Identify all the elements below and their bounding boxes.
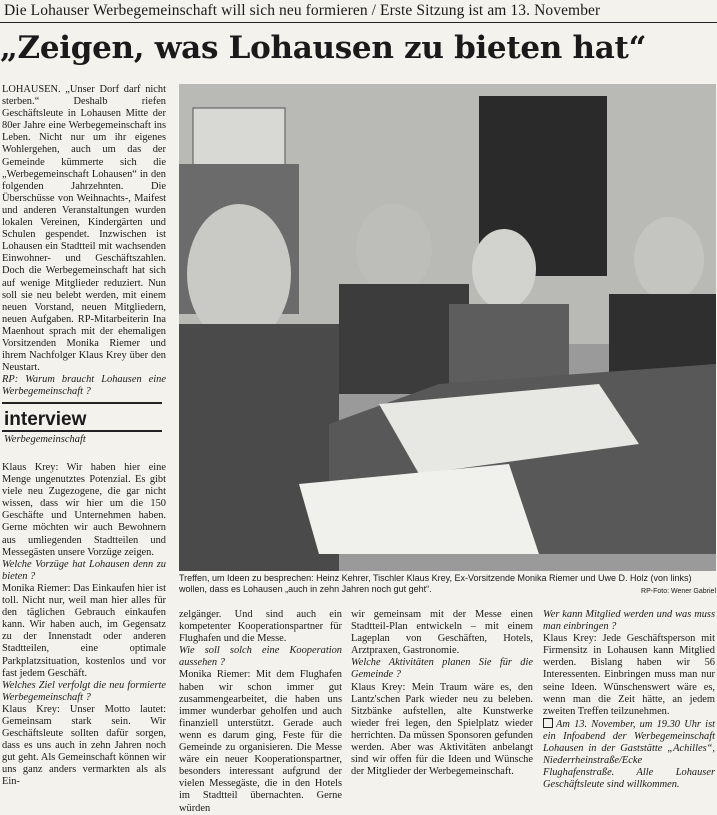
kicker-line: Die Lohauser Werbegemeinschaft will sich neu formieren / Erste Sitzung ist am 13. November: [4, 2, 601, 19]
body-column-4: [543, 609, 715, 791]
qa-answer: Klaus Krey: Jede Geschäftsperson mit Firmensitz in Lohausen kann Mitglied werden. Bislang haben wir 56 Interessenten. Einbringen muss man nur seine Ideen. Wünschenswert wäre es, wenn man die Zeit hätte, an jedem zweiten Treffen teilzunehmen.: [543, 633, 715, 717]
interview-rule-top: [2, 402, 162, 404]
qa-question: Wer kann Mitglied werden und was muss man einbringen ?: [543, 609, 715, 633]
qa-question: Welche Aktivitäten planen Sie für die Gemeinde ?: [351, 657, 533, 681]
top-rule: [0, 22, 717, 23]
photo-illustration: [179, 84, 716, 571]
interview-rule-bottom: [2, 430, 162, 432]
interview-label: interview: [4, 409, 87, 430]
intro-text: LOHAUSEN. „Unser Dorf darf nicht sterben.“ Deshalb riefen Geschäftsleute in Lohausen Mitte der 80er Jahre eine Werbegemeinschaft ins Leben. Nicht nur um ihr eigenes Wohlergehen, auch um das der Gemeinde kümmerte sich die „Werbegemeinschaft Lohausen“ in den folgenden Jahrzehnten. Die Überschüsse von Weihnachts-, Maifest und anderen Veranstaltungen wurden lokalen Vereinen, Kindergärten und Schulen gespendet. Inzwischen ist Lohausen ein Stadtteil mit wachsenden Einwohner- und Geschäftszahlen. Doch die Werbegemeinschaft hat sich auf wenige Mitglieder reduziert. Nun soll sie neu belebt werden, mit einem neuen Vorstand, neuen Mitgliedern, neuen Aufgaben. RP-Mitarbeiterin Ina Maenhout sprach mit der ehemaligen Vorsitzenden Monika Riemer und ihrem Nachfolger Klaus Krey über den Neustart.: [2, 84, 166, 374]
qa-answer: Klaus Krey: Unser Motto lautet: Gemeinsam stark sein. Wir Geschäftsleute sollten dafür sorgen, dass es uns auch in zehn Jahren noch gut geht. Als Gemeinschaft können wir uns ganz anders vermarkten als als Ein-: [2, 703, 166, 788]
caption-text: Treffen, um Ideen zu besprechen: Heinz Kehrer, Tischler Klaus Krey, Ex-Vorsitzende Monika Riemer und Uwe D. Holz (von links) wollen, dass es Lohausen „auch in zehn Jahren noch gut geht“.: [179, 573, 692, 594]
body-column-1: [2, 462, 166, 789]
qa-answer: zelgänger. Und sind auch ein kompetenter Kooperationspartner für Flughafen und die Messe.: [179, 609, 342, 645]
qa-answer: Klaus Krey: Mein Traum wäre es, den Lantz'schen Park wieder neu zu beleben. Sitzbänke aufstellen, alte Kunstwerke wieder frei legen, den Spielplatz wieder herrichten. Da müssen Sponsoren gefunden werden. Aber was Aktivitäten anbelangt sind wir offen für die Ideen und Wünsche der Mitglieder der Werbegemeinschaft.: [351, 681, 533, 778]
info-box: [543, 718, 715, 792]
qa-question: Welche Vorzüge hat Lohausen denn zu bieten ?: [2, 558, 166, 582]
intro-column: [2, 84, 166, 398]
headline: „Zeigen, was Lohausen zu bieten hat“: [0, 30, 647, 66]
qa-question: Wie soll solch eine Kooperation aussehen ?: [179, 645, 342, 669]
qa-question: Welches Ziel verfolgt die neu formierte Werbegemeinschaft ?: [2, 679, 166, 703]
checkbox-square-icon: [543, 718, 553, 728]
intro-question: RP: Warum braucht Lohausen eine Werbegemeinschaft ?: [2, 374, 166, 398]
info-box-text: Am 13. November, um 19.30 Uhr ist ein Infoabend der Werbegemeinschaft Lohausen in der Gaststätte „Achilles“, Niederrheinstraße/Ecke Flughafenstraße. Alle Lohauser Geschäftsleute sind willkommen.: [543, 718, 715, 791]
interview-subtitle: Werbegemeinschaft: [4, 434, 86, 445]
qa-answer: Klaus Krey: Wir haben hier eine Menge ungenutztes Potenzial. Es gibt viele neu Zugezogene, die gar nicht wissen, dass wir hier um die 150 Geschäfte und Unternehmen haben. Gerne möchten wir auch Bewohnern aus umliegenden Stadtteilen und Messegästen unsere Vorzüge zeigen.: [2, 462, 166, 558]
photo-caption: [179, 573, 716, 595]
qa-answer: Monika Riemer: Mit dem Flughafen haben wir schon immer gut zusammengearbeitet, die haben uns immer wunderbar geholfen und auch finanziell unterstützt. Gerade auch wenn es darum ging, Feste für die Gemeinde zu organisieren. Die Messe wäre ein neuer Kooperationspartner, besonders interessant aufgrund der vielen Messegäste, die in den Hotels im Stadtteil übernachten. Gerne würden: [179, 669, 342, 814]
body-column-2: [179, 609, 342, 815]
qa-answer: Monika Riemer: Das Einkaufen hier ist toll. Nicht nur, weil man hier alles für den täglichen Gebrauch einkaufen kann. Wir haben auch, im Gegensatz zu der Innenstadt oder anderen Stadtteilen, eine optimale Parkplatzsituation, kostenlos und vor fast jedem Geschäft.: [2, 582, 166, 679]
news-photo: [179, 84, 716, 571]
qa-answer: wir gemeinsam mit der Messe einen Stadtteil-Plan entwickeln – mit einem Lageplan von Geschäften, Hotels, Arztpraxen, Gastronomie.: [351, 609, 533, 657]
photo-credit: RP-Foto: Wener Gabriel: [641, 588, 716, 595]
body-column-3: [351, 609, 533, 778]
